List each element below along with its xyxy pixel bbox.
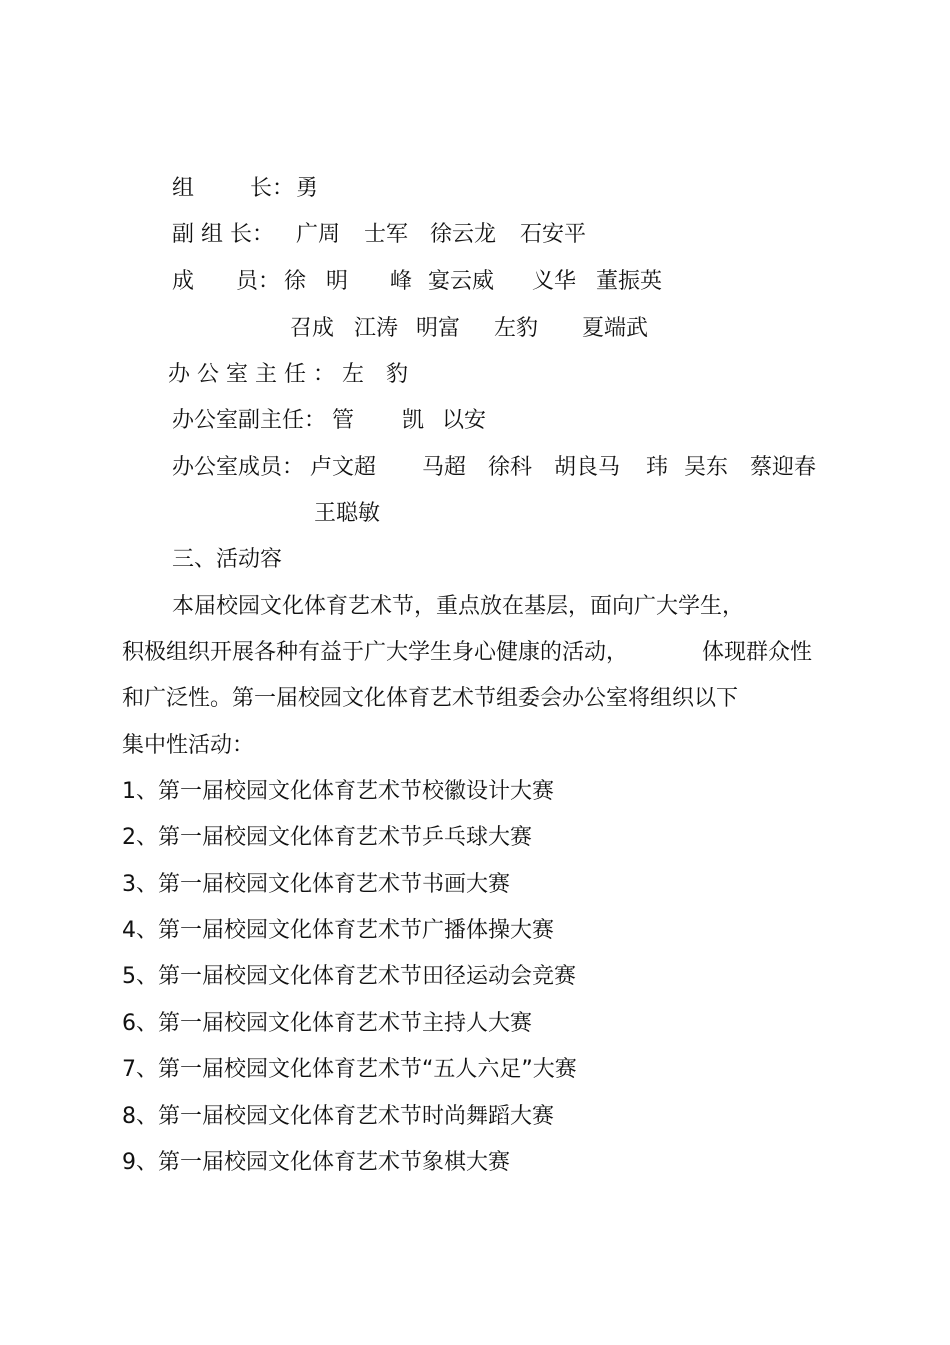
office-director-label: 办 公 室 主 任 ： [168, 362, 335, 387]
office-member-name: 卢文超 [310, 455, 377, 480]
office-member-name: 玮 [646, 455, 669, 480]
activity-item: 5、第一届校园文化体育艺术节田径运动会竞赛 [122, 964, 576, 989]
committee-member-name: 徐 [284, 269, 307, 294]
committee-deputy-name: 徐云龙 [430, 222, 497, 247]
committee-members-label-part2: 员： [236, 269, 281, 294]
office-member-name: 蔡迎春 [750, 455, 817, 480]
committee-deputy-name: 广周 [296, 222, 341, 247]
paragraph-text: 和广泛性。第一届校园文化体育艺术节组委会办公室将组织以下 [122, 686, 739, 711]
committee-leader-label-part1: 组 [172, 176, 195, 201]
paragraph-text: 本届校园文化体育艺术节，重点放在基层，面向广大学生， [172, 594, 745, 619]
office-members-label: 办公室成员： [172, 455, 305, 480]
committee-deputy-name: 石安平 [520, 222, 587, 247]
activity-item: 6、第一届校园文化体育艺术节主持人大赛 [122, 1011, 532, 1036]
activity-item: 7、第一届校园文化体育艺术节“五人六足”大赛 [122, 1057, 577, 1082]
activity-item: 2、第一届校园文化体育艺术节乒乓球大赛 [122, 825, 532, 850]
committee-deputy-name: 士军 [364, 222, 409, 247]
committee-deputy-label: 副 组 长： [172, 222, 274, 247]
office-deputy-director-name: 管 [332, 408, 355, 433]
committee-leader-label-part2: 长： [250, 176, 295, 201]
paragraph-text: 体现群众性 [702, 640, 813, 665]
committee-members-label-part1: 成 [172, 269, 195, 294]
committee-leader-name: 勇 [296, 176, 319, 201]
activity-item: 8、第一届校园文化体育艺术节时尚舞蹈大赛 [122, 1104, 554, 1129]
committee-member-name: 江涛 [354, 316, 399, 341]
committee-member-name: 召成 [290, 316, 335, 341]
committee-member-name: 峰 [390, 269, 413, 294]
committee-member-name: 明 [326, 269, 349, 294]
paragraph-text: 集中性活动： [122, 733, 255, 758]
activity-item: 4、第一届校园文化体育艺术节广播体操大赛 [122, 918, 554, 943]
office-director-name: 左 [342, 362, 365, 387]
committee-member-name: 董振英 [596, 269, 663, 294]
activity-item: 9、第一届校园文化体育艺术节象棋大赛 [122, 1150, 510, 1175]
office-director-name: 豹 [386, 362, 409, 387]
office-deputy-director-label: 办公室副主任： [172, 408, 327, 433]
office-member-name: 王聪敏 [314, 501, 381, 526]
activity-item: 3、第一届校园文化体育艺术节书画大赛 [122, 872, 510, 897]
office-member-name: 吴东 [684, 455, 729, 480]
paragraph-text: 积极组织开展各种有益于广大学生身心健康的活动， [122, 640, 629, 665]
office-member-name: 马超 [422, 455, 467, 480]
office-member-name: 胡良马 [554, 455, 621, 480]
committee-member-name: 左豹 [494, 316, 539, 341]
office-member-name: 徐科 [488, 455, 533, 480]
office-deputy-director-name: 以安 [442, 408, 487, 433]
committee-member-name: 义华 [532, 269, 577, 294]
office-deputy-director-name: 凯 [402, 408, 425, 433]
section-heading: 三、活动容 [172, 547, 283, 572]
committee-member-name: 夏端武 [582, 316, 649, 341]
committee-member-name: 明富 [416, 316, 461, 341]
committee-member-name: 宴云威 [428, 269, 495, 294]
activity-item: 1、第一届校园文化体育艺术节校徽设计大赛 [122, 779, 554, 804]
